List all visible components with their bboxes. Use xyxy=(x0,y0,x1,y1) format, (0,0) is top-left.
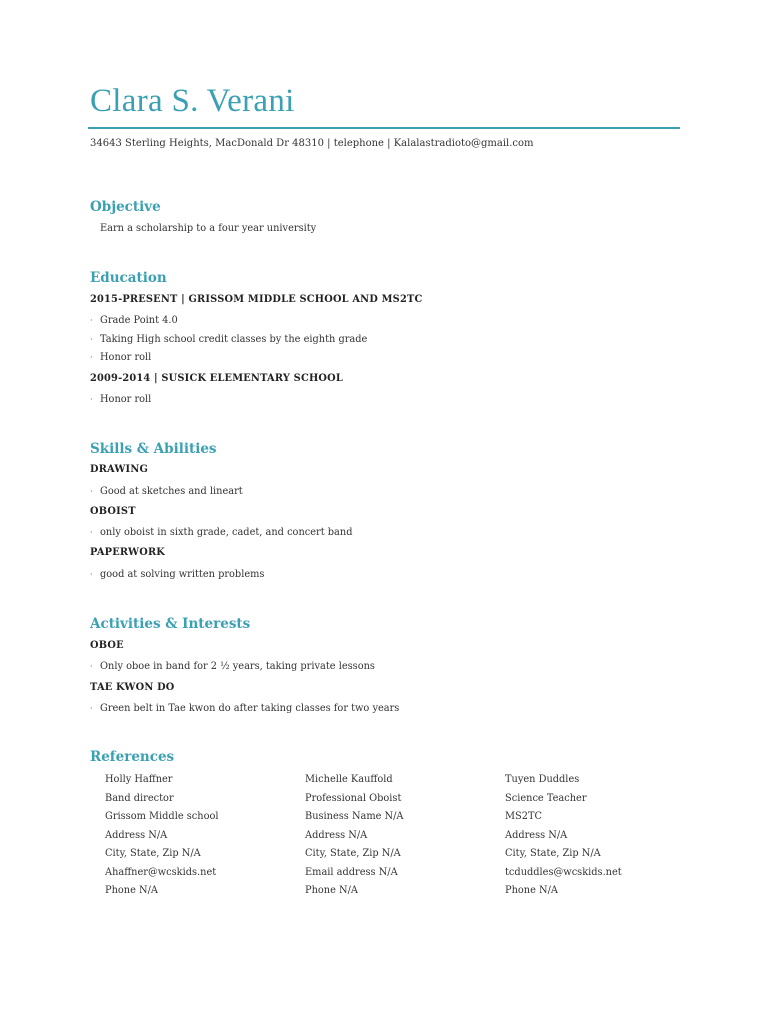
contact-line: 34643 Sterling Heights, MacDonald Dr 48310 | telephone | Kalalastradioto@gmail.com xyxy=(90,138,534,149)
activity-title: OBOE xyxy=(90,640,124,651)
reference-name: Michelle Kauffold xyxy=(305,774,393,785)
reference-address: Address N/A xyxy=(305,829,368,841)
header-divider xyxy=(88,127,680,129)
skill-title: PAPERWORK xyxy=(90,547,166,558)
list-item-text: Green belt in Tae kwon do after taking classes for two years xyxy=(100,703,400,714)
reference-organization: MS2TC xyxy=(505,811,543,822)
reference-address: Address N/A xyxy=(505,829,568,841)
education-entry-title: 2015-PRESENT | GRISSOM MIDDLE SCHOOL AND MS2TC xyxy=(90,294,423,305)
reference-card xyxy=(305,773,495,903)
list-item xyxy=(90,527,352,538)
education-entry-title: 2009-2014 | SUSICK ELEMENTARY SCHOOL xyxy=(90,373,343,384)
list-item xyxy=(90,334,367,345)
resume-name: Clara S. Verani xyxy=(90,83,295,119)
bullet-icon: · xyxy=(90,662,93,671)
reference-phone: Phone N/A xyxy=(105,885,158,896)
skills-heading: Skills & Abilities xyxy=(90,441,217,457)
objective-text: Earn a scholarship to a four year university xyxy=(100,223,317,234)
reference-address: Address N/A xyxy=(105,829,168,841)
list-item xyxy=(90,661,375,672)
bullet-icon: · xyxy=(90,528,93,537)
list-item-text: Honor roll xyxy=(100,352,152,363)
education-heading: Education xyxy=(90,270,167,286)
reference-phone: Phone N/A xyxy=(505,885,558,896)
list-item-text: Honor roll xyxy=(100,394,152,405)
list-item-text: Taking High school credit classes by the eighth grade xyxy=(100,334,368,345)
reference-card xyxy=(105,773,295,903)
list-item xyxy=(90,486,243,497)
list-item-text: Grade Point 4.0 xyxy=(100,315,178,326)
reference-organization: Business Name N/A xyxy=(305,811,404,822)
reference-phone: Phone N/A xyxy=(305,885,358,896)
reference-organization: Grissom Middle school xyxy=(105,811,219,822)
activity-title: TAE KWON DO xyxy=(90,682,175,693)
objective-heading: Objective xyxy=(90,199,161,215)
skill-title: DRAWING xyxy=(90,464,149,475)
list-item-text: only oboist in sixth grade, cadet, and concert band xyxy=(100,527,353,538)
list-item-text: good at solving written problems xyxy=(100,569,265,580)
bullet-icon: · xyxy=(90,704,93,713)
list-item xyxy=(90,394,151,405)
reference-city: City, State, Zip N/A xyxy=(305,848,401,859)
bullet-icon: · xyxy=(90,353,93,362)
list-item xyxy=(90,315,178,326)
list-item xyxy=(90,703,399,714)
reference-city: City, State, Zip N/A xyxy=(505,848,601,859)
bullet-icon: · xyxy=(90,395,93,404)
reference-role: Band director xyxy=(105,792,174,804)
reference-email: Email address N/A xyxy=(305,866,398,878)
bullet-icon: · xyxy=(90,570,93,579)
activities-heading: Activities & Interests xyxy=(90,616,251,632)
references-heading: References xyxy=(90,749,175,765)
list-item xyxy=(90,569,264,580)
reference-role: Science Teacher xyxy=(505,792,587,804)
reference-email: Ahaffner@wcskids.net xyxy=(105,866,217,878)
reference-name: Tuyen Duddles xyxy=(505,774,580,785)
reference-role: Professional Oboist xyxy=(305,792,402,804)
bullet-icon: · xyxy=(90,487,93,496)
list-item-text: Good at sketches and lineart xyxy=(100,486,243,497)
skill-title: OBOIST xyxy=(90,506,136,517)
list-item-text: Only oboe in band for 2 ½ years, taking private lessons xyxy=(100,661,375,672)
reference-city: City, State, Zip N/A xyxy=(105,848,201,859)
reference-card xyxy=(505,773,695,903)
bullet-icon: · xyxy=(90,335,93,344)
reference-email: tcduddles@wcskids.net xyxy=(505,866,622,878)
reference-name: Holly Haffner xyxy=(105,774,173,785)
bullet-icon: · xyxy=(90,316,93,325)
list-item xyxy=(90,352,151,363)
